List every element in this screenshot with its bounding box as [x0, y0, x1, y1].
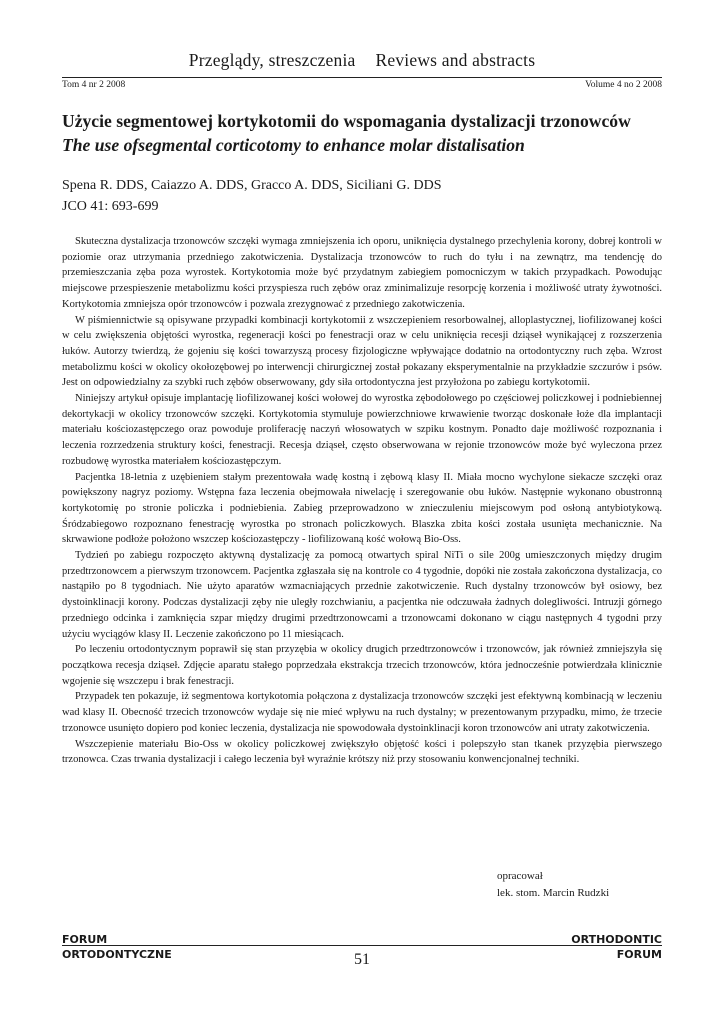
- article-title-pl: Użycie segmentowej kortykotomii do wspomagania dystalizacji trzonowców: [62, 111, 631, 131]
- article-title-en: The use ofsegmental corticotomy to enhance molar distalisation: [62, 135, 525, 155]
- issue-label-pl: Tom 4 nr 2 2008: [62, 80, 126, 90]
- footer-left-line1: FORUM: [62, 933, 108, 946]
- header-rule: [62, 77, 662, 78]
- section-title-pl: Przeglądy, streszczenia: [188, 50, 356, 70]
- footer-right-line1: ORTHODONTIC: [571, 933, 662, 946]
- article-citation: JCO 41: 693-699: [62, 199, 159, 214]
- body-paragraph: Niniejszy artykuł opisuje implantację liofilizowanej kości wołowej do wyrostka zębodołowego po częściowej policzkowej i podniebiennej dekortykacji w okolicy trzonowców szczęki. Kortykotomia stymuluje powierzchniowe krwawienie tworząc doskonałe łoże dla implantacji materiału kościozastępczego oraz powoduje proliferację naczyń włosowatych w szpiku kostnym. Ponadto daje możliwość rozpoznania i leczenia rozrzedzenia struktury kości, fenestracji. Recesja dziąseł, często obserwowana w rejonie trzonowców może być wyleczona przez rozbudowę wyrostka materiałem kościozastępczym.: [62, 393, 662, 467]
- body-paragraph: W piśmiennictwie są opisywane przypadki kombinacji kortykotomii z wszczepieniem resorbowalnej, alloplastycznej, liofilizowanej kości w celu zwiększenia objętości wyrostka, regeneracji kości po fenestracji oraz w celu uniknięcia recesji dziąseł wynikającej z rozszerzenia łuków. Autorzy twierdzą, że gojeniu się kości towarzyszą procesy fizjologiczne wpływające dodatnio na ortodontyczny ruch zęba. Wzrost metabolizmu kości w okolicy okołozębowej po interwencji chirurgicznej został pokazany eksperymentalnie na przykładzie szczurów i psów. Jest on odpowiedzialny za szybki ruch zębów obserwowany, gdy siła ortodontyczna jest przyłożona po zabiegu kortykotomii.: [62, 314, 662, 389]
- issue-label-en: Volume 4 no 2 2008: [585, 80, 662, 90]
- body-paragraph: Pacjentka 18-letnia z uzębieniem stałym prezentowała wadę kostną i zębową klasy II. Miała mocno wychylone siekacze szczęki oraz powiększony nagryz poziomy. Wstępna faza leczenia obejmowała niwelację i szeregowanie obu łuków. Następnie wykonano obustronną kortykotomię po stronie policzka i podniebienia. Zabieg przeprowadzono w znieczuleniu miejscowym pod osłoną antybiotykową. Śródzabiegowo rozpoznano fenestrację wyrostka po stronach policzkowych. Blaszka zbita kości została usunięta mechanicznie. Na skrwawione podłoże położono wszczep kościozastępczy - liofilizowaną kość wołową Bio-Oss.: [62, 471, 662, 546]
- article-body: [62, 234, 662, 768]
- body-paragraph: Wszczepienie materiału Bio-Oss w okolicy policzkowej zwiększyło objętość kości i polepszyło stan tkanek przyzębia pierwszego trzonowca. Czas trwania dystalizacji i całego leczenia był wyraźnie krótszy niż przy stosowaniu konwencjonalnej techniki.: [62, 738, 662, 766]
- signature-block: [497, 868, 609, 902]
- running-header: [0, 50, 724, 71]
- body-paragraph: Tydzień po zabiegu rozpoczęto aktywną dystalizację za pomocą otwartych spiral NiTi o sile 200g umieszczonych między drugim przedtrzonowcem a pierwszym trzonowcem. Pacjentka zgłaszała się na kontrole co 4 tygodnie, dopóki nie została zakończona dystalizacja, co nastąpiło po 8 tygodniach. Nie użyto aparatów wzmacniających przednie zakotwiczenie. Ruch dystalny trzonowców był osiowy, bez dystoinklinacji korony. Podczas dystalizacji zęby nie uległy rozchwianiu, a pacjentka nie odczuwała żadnych dolegliwości. Intruzji górnego przedniego odcinka i zamknięcia szpar między drugimi przedtrzonowcami a trzonowcami dokonano w ciągu następnych 4 tygodni przy użyciu wyciągów klasy II. Leczenie zakończono po 11 miesiącach.: [62, 550, 662, 640]
- body-paragraph: Po leczeniu ortodontycznym poprawił się stan przyzębia w okolicy drugich przedtrzonowców i trzonowców, jak również zmniejszyła się początkowa recesja dziąseł. Zdjęcie aparatu stałego poprzedzała ekstrakcja trzecich trzonowców, która jednocześnie potwierdzała klinicznie wgojenie się wszczepu i brak fenestracji.: [62, 644, 662, 687]
- signature-author: lek. stom. Marcin Rudzki: [497, 887, 610, 899]
- body-paragraph: Przypadek ten pokazuje, iż segmentowa kortykotomia połączona z dystalizacja trzonowców szczęki jest efektywną kombinacją w leczeniu wad klasy II. Obecność trzecich trzonowców wydaje się nie mieć wpływu na ruch dystalny; w prezentowanym przypadku, mimo, że trzecie trzonowce usunięto dopiero pod koniec leczenia, dystalizacja nie spowodowała dystoinklinacji koron trzonowców ani utraty zakotwiczenia.: [62, 691, 662, 734]
- footer-right-line2: FORUM: [616, 948, 662, 961]
- article-authors: Spena R. DDS, Caiazzo A. DDS, Gracco A. DDS, Siciliani G. DDS: [62, 178, 442, 193]
- body-paragraph: Skuteczna dystalizacja trzonowców szczęki wymaga zmniejszenia ich oporu, uniknięcia dystalnego przechylenia korony, dobrej kontroli w poziomie oraz utrzymania przedniego zakotwiczenia. Dystalizacja trzonowców to ruch do tyłu i na zewnątrz, ma tendencję do przemieszczania zęba poza wyrostek. Kortykotomia może być przydatnym zabiegiem pomocniczym w takich przypadkach. Powodując miejscowe przespieszenie metabolizmu kości przyspiesza ruch zębów oraz zminimalizuje resorpcję korzenia i możliwość utraty żywotności. Kortykotomia zmniejsza opór trzonowców i pozwala zrezygnować z przedniego zakotwiczenia.: [62, 236, 662, 310]
- signature-prepared-by: opracował: [497, 870, 543, 882]
- footer-left-line2: ORTODONTYCZNE: [62, 948, 172, 961]
- section-title-en: Reviews and abstracts: [375, 50, 536, 70]
- page-number: 51: [354, 951, 370, 968]
